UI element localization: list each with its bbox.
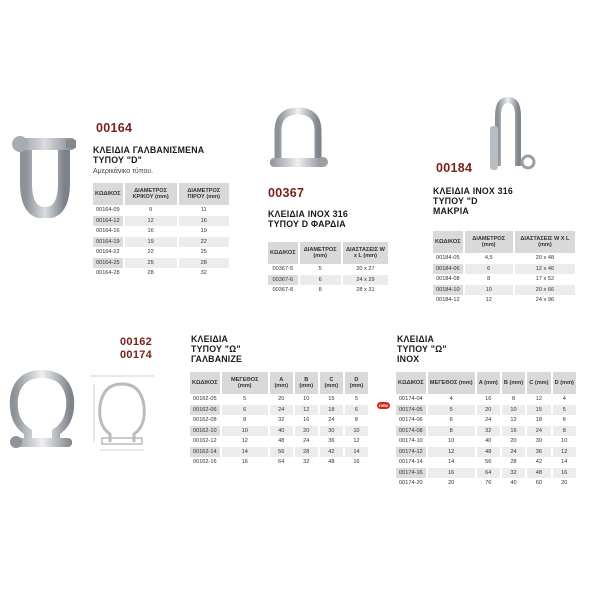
column-header: ΔΙΑΜΕΤΡΟΣ ΠΙΡΟΥ (mm) <box>178 183 230 205</box>
cell-value: 10 <box>344 426 369 437</box>
cell-value: 16 <box>178 216 230 227</box>
cell-value: 12 <box>464 295 514 306</box>
cell-code: 00174-12 <box>396 447 427 458</box>
cell-value: 8 <box>427 426 476 437</box>
cell-value: 20 <box>427 478 476 489</box>
cell-code: 00367-5 <box>268 264 299 275</box>
table-row <box>93 226 230 237</box>
cell-value: 76 <box>476 478 501 489</box>
cell-value: 18 <box>526 415 551 426</box>
column-header: ΚΩΔΙΚΟΣ <box>190 372 221 394</box>
cell-value: 12 <box>552 447 577 458</box>
cell-value: 40 <box>269 426 294 437</box>
cell-value: 4 <box>427 394 476 405</box>
table-row <box>93 216 230 227</box>
cell-code: 00174-05 <box>396 405 427 416</box>
cell-value: 10 <box>221 426 269 437</box>
cell-value: 12 <box>221 436 269 447</box>
column-header: D (mm) <box>344 372 369 394</box>
cell-value: 48 <box>476 447 501 458</box>
table-row <box>190 447 369 458</box>
cell-value: 6 <box>464 264 514 275</box>
cell-value: 15 <box>526 405 551 416</box>
title-00367 <box>268 209 348 229</box>
cell-code: 00184-10 <box>433 285 464 296</box>
product-code-00184: 00184 <box>436 161 473 175</box>
new-badge: new <box>379 403 388 408</box>
cell-value: 14 <box>552 457 577 468</box>
table-row <box>93 205 230 216</box>
table-row <box>268 285 389 296</box>
cell-value: 24 <box>476 415 501 426</box>
table-row <box>396 447 577 458</box>
column-header: ΔΙΑΜΕΤΡΟΣ (mm) <box>464 231 514 253</box>
cell-code: 00164-16 <box>93 226 124 237</box>
cell-code: 00174-14 <box>396 457 427 468</box>
cell-value: 20 <box>501 436 526 447</box>
subtitle-00164: Αμερικάνικο τύπου. <box>93 168 154 175</box>
cell-value: 32 <box>294 457 319 468</box>
table-row <box>396 394 577 405</box>
cell-value: 8 <box>299 285 342 296</box>
cell-code: 00174-06 <box>396 415 427 426</box>
title-line: ΚΛΕΙΔΙΑ INOX 316 <box>433 186 513 196</box>
cell-value: 5 <box>299 264 342 275</box>
title-line: ΤΥΠΟΥ "Ω" <box>397 344 447 354</box>
spec-table <box>268 242 390 296</box>
cell-value: 28 <box>124 268 178 279</box>
table-body <box>190 394 369 468</box>
table-row <box>93 237 230 248</box>
table-row <box>433 285 576 296</box>
cell-value: 24 <box>501 447 526 458</box>
cell-value: 8 <box>501 394 526 405</box>
cell-value: 40 <box>476 436 501 447</box>
cell-value: 17 x 52 <box>514 274 576 285</box>
spec-table <box>396 372 578 489</box>
title-00174 <box>397 334 447 364</box>
omega-dimension-diagram <box>88 372 160 454</box>
cell-value: 16 <box>427 468 476 479</box>
title-line: ΚΛΕΙΔΙΑ <box>397 334 435 344</box>
cell-value: 36 <box>526 447 551 458</box>
title-line: ΚΛΕΙΔΙΑ ΓΑΛΒΑΝΙΣΜΕΝΑ <box>93 145 205 155</box>
table-body <box>396 394 577 489</box>
cell-value: 28 <box>178 258 230 269</box>
cell-value: 12 x 46 <box>514 264 576 275</box>
cell-value: 40 <box>501 478 526 489</box>
cell-value: 6 <box>427 415 476 426</box>
cell-value: 24 x 29 <box>342 275 389 286</box>
cell-value: 15 <box>319 394 344 405</box>
cell-value: 8 <box>344 415 369 426</box>
column-header: ΚΩΔΙΚΟΣ <box>268 242 299 264</box>
table-row <box>93 268 230 279</box>
product-code-00174: 00174 <box>120 349 153 361</box>
table-row <box>190 394 369 405</box>
cell-code: 00184-12 <box>433 295 464 306</box>
table-row <box>190 457 369 468</box>
cell-value: 64 <box>269 457 294 468</box>
cell-value: 36 <box>319 436 344 447</box>
cell-value: 20 x 27 <box>342 264 389 275</box>
table-row <box>190 415 369 426</box>
table-00164 <box>93 183 231 279</box>
cell-value: 5 <box>427 405 476 416</box>
cell-value: 12 <box>526 394 551 405</box>
cell-code: 00174-04 <box>396 394 427 405</box>
cell-value: 12 <box>501 415 526 426</box>
cell-code: 00164-19 <box>93 237 124 248</box>
title-line: ΚΛΕΙΔΙΑ <box>191 334 229 344</box>
column-header: ΚΩΔΙΚΟΣ <box>433 231 464 253</box>
cell-value: 12 <box>344 436 369 447</box>
column-header: C (mm) <box>319 372 344 394</box>
table-row <box>396 436 577 447</box>
column-header: A (mm) <box>269 372 294 394</box>
cell-code: 00174-10 <box>396 436 427 447</box>
column-header: ΜΕΓΕΘΟΣ (mm) <box>427 372 476 394</box>
cell-value: 14 <box>344 447 369 458</box>
cell-value: 20 <box>294 426 319 437</box>
cell-code: 00162-14 <box>190 447 221 458</box>
cell-value: 16 <box>221 457 269 468</box>
cell-value: 16 <box>501 426 526 437</box>
cell-value: 20 x 66 <box>514 285 576 296</box>
cell-value: 24 <box>319 415 344 426</box>
cell-code: 00164-12 <box>93 216 124 227</box>
cell-value: 64 <box>476 468 501 479</box>
cell-value: 6 <box>221 405 269 416</box>
cell-value: 48 <box>526 468 551 479</box>
spec-table <box>93 183 231 279</box>
cell-value: 32 <box>501 468 526 479</box>
table-row <box>93 258 230 269</box>
cell-value: 12 <box>124 216 178 227</box>
column-header: ΜΕΓΕΘΟΣ (mm) <box>221 372 269 394</box>
cell-value: 48 <box>319 457 344 468</box>
cell-value: 24 <box>526 426 551 437</box>
shackle-galvanized-d-image <box>8 128 78 218</box>
table-row <box>268 264 389 275</box>
cell-value: 28 <box>501 457 526 468</box>
cell-code: 00367-6 <box>268 275 299 286</box>
cell-code: 00164-22 <box>93 247 124 258</box>
column-header: A (mm) <box>476 372 501 394</box>
cell-value: 9 <box>124 205 178 216</box>
cell-value: 10 <box>501 405 526 416</box>
cell-value: 4,5 <box>464 253 514 264</box>
cell-value: 60 <box>526 478 551 489</box>
cell-value: 5 <box>344 394 369 405</box>
cell-code: 00367-8 <box>268 285 299 296</box>
cell-value: 11 <box>178 205 230 216</box>
cell-value: 42 <box>319 447 344 458</box>
title-00164 <box>93 145 204 165</box>
table-row <box>396 415 577 426</box>
cell-value: 12 <box>427 447 476 458</box>
product-codes-omega <box>120 336 152 362</box>
cell-code: 00162-08 <box>190 415 221 426</box>
table-body <box>93 205 230 279</box>
table-row <box>93 247 230 258</box>
spec-table <box>433 231 577 306</box>
table-row <box>396 405 577 416</box>
table-body <box>268 264 389 296</box>
cell-value: 19 <box>178 226 230 237</box>
table-row <box>268 275 389 286</box>
cell-value: 20 <box>476 405 501 416</box>
cell-value: 16 <box>476 394 501 405</box>
column-header: B (mm) <box>294 372 319 394</box>
title-line: ΤΥΠΟΥ "D" <box>93 155 142 165</box>
cell-code: 00164-09 <box>93 205 124 216</box>
column-header: ΚΩΔΙΚΟΣ <box>396 372 427 394</box>
cell-value: 10 <box>294 394 319 405</box>
cell-value: 16 <box>344 457 369 468</box>
cell-code: 00164-28 <box>93 268 124 279</box>
cell-value: 24 <box>294 436 319 447</box>
table-row <box>433 274 576 285</box>
product-code-00164: 00164 <box>96 121 133 135</box>
title-line: ΓΑΛΒΑΝΙΖΕ <box>191 354 243 364</box>
cell-code: 00162-10 <box>190 426 221 437</box>
table-row <box>396 468 577 479</box>
title-line: ΤΥΠΟΥ "D <box>433 196 478 206</box>
cell-code: 00162-12 <box>190 436 221 447</box>
product-code-00162: 00162 <box>120 336 153 348</box>
cell-value: 32 <box>476 426 501 437</box>
cell-value: 5 <box>552 405 577 416</box>
cell-value: 8 <box>464 274 514 285</box>
cell-code: 00184-06 <box>433 264 464 275</box>
title-line: ΚΛΕΙΔΙΑ INOX 316 <box>268 209 348 219</box>
table-row <box>190 426 369 437</box>
cell-code: 00164-25 <box>93 258 124 269</box>
cell-code: 00184-05 <box>433 253 464 264</box>
cell-value: 8 <box>221 415 269 426</box>
cell-code: 00162-05 <box>190 394 221 405</box>
column-header: ΔΙΑΜΕΤΡΟΣ (mm) <box>299 242 342 264</box>
cell-value: 56 <box>269 447 294 458</box>
cell-code: 00184-08 <box>433 274 464 285</box>
column-header: C (mm) <box>526 372 551 394</box>
table-row <box>396 426 577 437</box>
title-00162 <box>191 334 242 364</box>
column-header: ΔΙΑΣΤΑΣΕΙΣ W X L (mm) <box>514 231 576 253</box>
cell-code: 00162-06 <box>190 405 221 416</box>
cell-value: 8 <box>552 426 577 437</box>
title-line: ΜΑΚΡΙΑ <box>433 206 469 216</box>
cell-value: 10 <box>464 285 514 296</box>
cell-code: 00174-20 <box>396 478 427 489</box>
cell-value: 16 <box>552 468 577 479</box>
cell-value: 30 <box>526 436 551 447</box>
shackle-inox-long-image <box>484 96 544 176</box>
cell-value: 22 <box>124 247 178 258</box>
cell-value: 28 <box>294 447 319 458</box>
cell-value: 22 <box>178 237 230 248</box>
cell-value: 14 <box>427 457 476 468</box>
shackle-omega-image <box>8 368 76 452</box>
cell-value: 24 x 96 <box>514 295 576 306</box>
cell-value: 28 x 31 <box>342 285 389 296</box>
column-header: B (mm) <box>501 372 526 394</box>
table-row <box>433 295 576 306</box>
cell-value: 25 <box>178 247 230 258</box>
cell-value: 5 <box>221 394 269 405</box>
cell-value: 32 <box>269 415 294 426</box>
cell-code: 00174-08 <box>396 426 427 437</box>
cell-value: 6 <box>552 415 577 426</box>
cell-value: 14 <box>221 447 269 458</box>
cell-value: 48 <box>269 436 294 447</box>
cell-value: 19 <box>124 237 178 248</box>
cell-value: 18 <box>319 405 344 416</box>
cell-value: 10 <box>427 436 476 447</box>
table-row <box>433 264 576 275</box>
shackle-inox-wide-image <box>268 106 328 176</box>
cell-value: 6 <box>344 405 369 416</box>
cell-code: 00174-16 <box>396 468 427 479</box>
cell-value: 20 x 48 <box>514 253 576 264</box>
cell-value: 20 <box>269 394 294 405</box>
table-00162 <box>190 372 370 468</box>
column-header: D (mm) <box>552 372 577 394</box>
cell-value: 4 <box>552 394 577 405</box>
column-header: ΔΙΑΜΕΤΡΟΣ ΚΡΙΚΟΥ (mm) <box>124 183 178 205</box>
table-row <box>433 253 576 264</box>
cell-value: 20 <box>552 478 577 489</box>
table-body <box>433 253 576 306</box>
column-header: ΔΙΑΣΤΑΣΕΙΣ W x L (mm) <box>342 242 389 264</box>
spec-table <box>190 372 370 468</box>
cell-value: 42 <box>526 457 551 468</box>
cell-value: 16 <box>124 226 178 237</box>
title-line: ΤΥΠΟΥ D ΦΑΡΔΙΑ <box>268 219 346 229</box>
cell-value: 25 <box>124 258 178 269</box>
table-00174 <box>396 372 578 489</box>
title-line: ΤΥΠΟΥ "Ω" <box>191 344 241 354</box>
cell-value: 30 <box>319 426 344 437</box>
table-00367 <box>268 242 390 296</box>
table-row <box>396 478 577 489</box>
title-00184 <box>433 186 513 216</box>
cell-value: 32 <box>178 268 230 279</box>
table-row <box>190 436 369 447</box>
title-line: INOX <box>397 354 420 364</box>
table-00184 <box>433 231 577 306</box>
column-header: ΚΩΔΙΚΟΣ <box>93 183 124 205</box>
cell-value: 12 <box>294 405 319 416</box>
cell-value: 56 <box>476 457 501 468</box>
cell-value: 6 <box>299 275 342 286</box>
cell-value: 24 <box>269 405 294 416</box>
table-row <box>190 405 369 416</box>
table-row <box>396 457 577 468</box>
cell-value: 10 <box>552 436 577 447</box>
product-code-00367: 00367 <box>268 186 305 200</box>
cell-code: 00162-16 <box>190 457 221 468</box>
cell-value: 16 <box>294 415 319 426</box>
